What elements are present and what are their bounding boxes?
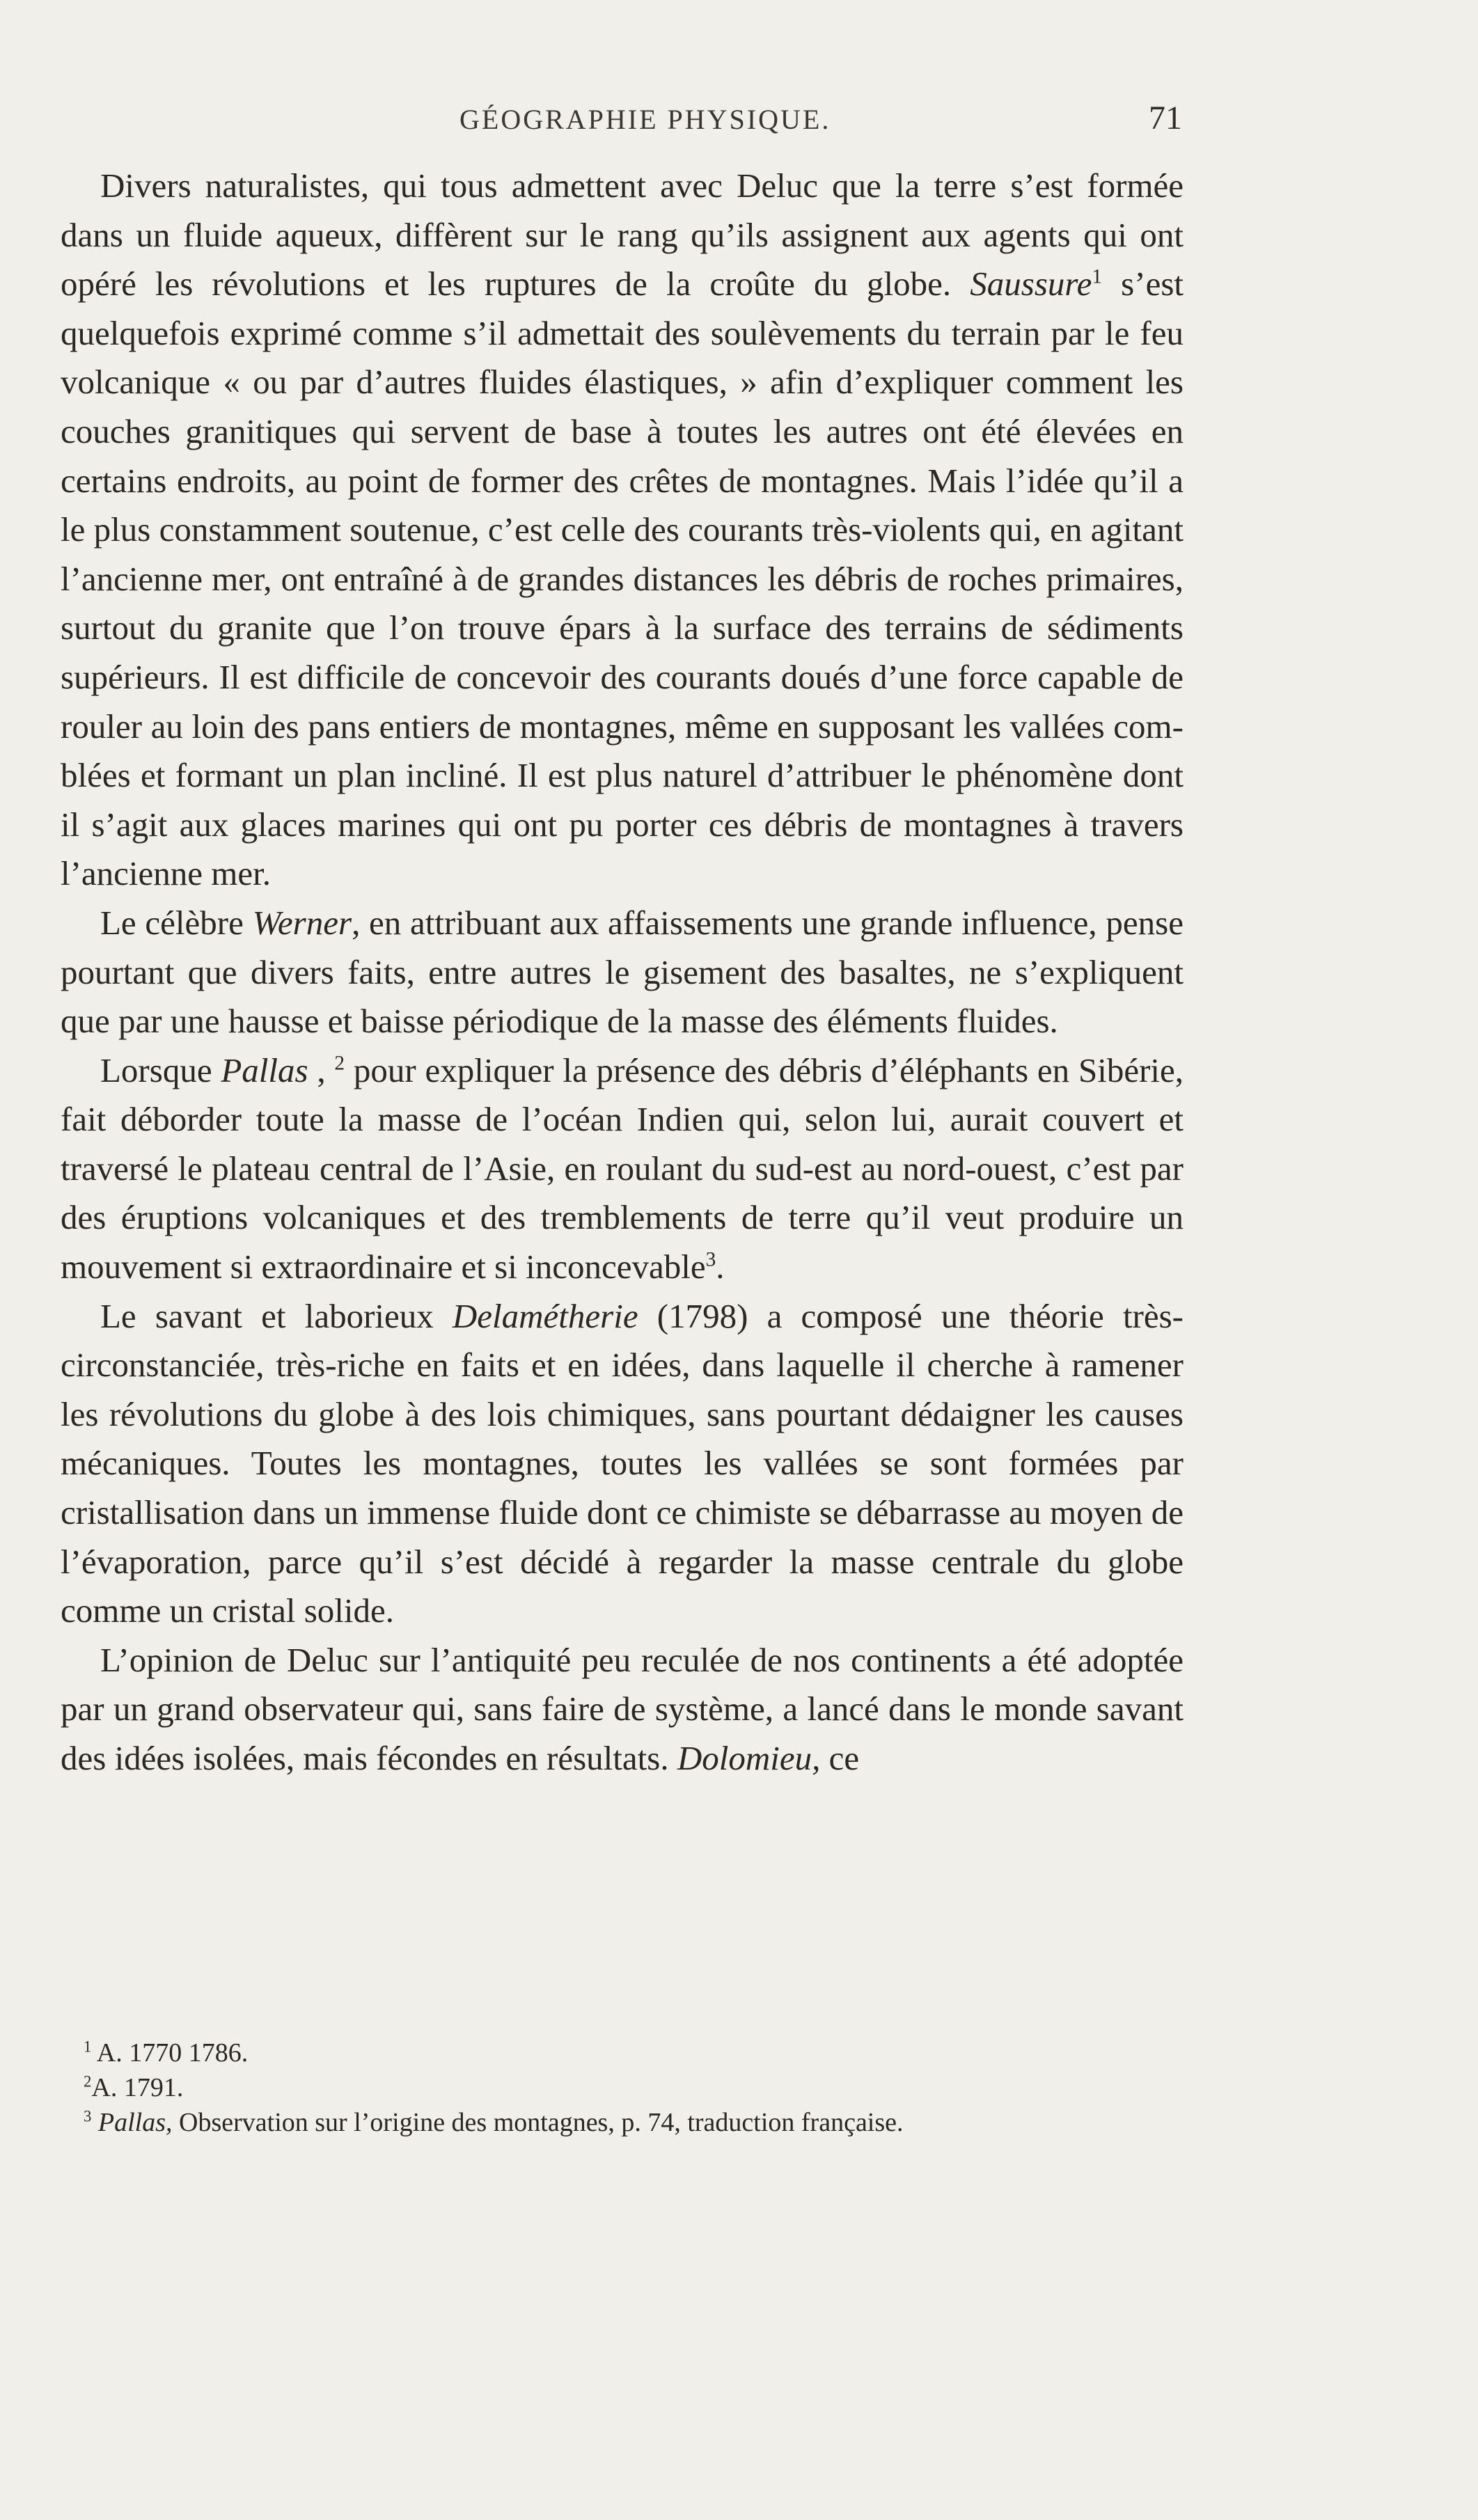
footnote-reference: 1 <box>1092 265 1103 288</box>
italic-name: Pallas <box>221 1050 308 1089</box>
paragraph <box>61 1636 1184 1783</box>
footnote <box>84 2035 1184 2070</box>
text-run: Lorsque <box>100 1050 221 1089</box>
text-run: L’opinion de Deluc sur l’antiquité peu reculée de nos continents a été adoptée par un grand observateur qui, sans faire de système, a lancé dans le monde savant des idées isolées, mais fécondes en résultats. <box>61 1640 1184 1777</box>
paragraph <box>61 1046 1184 1292</box>
paragraph <box>61 1292 1184 1636</box>
running-head-title: GÉOGRAPHIE PHYSIQUE. <box>459 104 831 135</box>
page-number: 71 <box>1149 100 1182 136</box>
text-run: A. 1791. <box>91 2073 184 2102</box>
text-run: ce <box>820 1739 860 1777</box>
italic-name: Pallas, <box>97 2108 173 2137</box>
footnote-reference: 2 <box>334 1052 345 1075</box>
footnote-reference: 3 <box>705 1248 716 1271</box>
text-run: Observation sur l’origine des montagnes, p. 74, traduction française. <box>172 2108 904 2137</box>
text-run: Divers naturalistes, qui tous admettent avec Deluc que la terre s’est formée dans un fluide aqueux, diffèrent sur le rang qu’ils assignent aux agents qui ont opéré les révolutions et les ruptures de la croûte du globe. <box>61 166 1184 304</box>
footnote-reference: 1 <box>84 2038 92 2056</box>
text-run <box>91 2108 98 2137</box>
italic-name: Saussure <box>970 265 1092 304</box>
italic-name: Dolomieu, <box>677 1739 821 1777</box>
text-run: s’est quelquefois exprimé comme s’il admettait des soulèvements du terrain par le feu volcanique « ou par d’autres fluides élastiques, » afin d’expliquer comment les couches granitiques qui servent de base à toutes les autres ont été élevées en certains endroits, au point de former des crêtes de montagnes. Mais l’idée qu’il a le plus constamment soutenue, c’est celle des courants très-violents qui, en agitant l’ancienne mer, ont entraîné à de grandes distances les débris de roches primaires, surtout du granite que l’on trouve épars à la surface des terrains de sédiments supérieurs. Il est difficile de concevoir des courants doués d’une force capable de rouler au loin des pans entiers de montagnes, même en supposant les vallées comblées et formant un plan incliné. Il est plus naturel d’attribuer le phénomène dont il s’agit aux glaces marines qui ont pu porter ces débris de montagnes à travers l’ancienne mer. <box>61 265 1184 893</box>
paragraph <box>61 899 1184 1046</box>
text-run: Le célèbre <box>100 903 253 942</box>
paragraph <box>61 162 1184 899</box>
text-run: , en attribuant aux affaissements une grande influence, pense pourtant que divers faits, entre autres le gisement des basaltes, ne s’expliquent que par une hausse et baisse périodique de la masse des éléments fluides. <box>61 903 1184 1041</box>
footnote <box>84 2070 1184 2105</box>
footnote-reference: 3 <box>84 2107 92 2125</box>
body-text <box>61 162 1184 1783</box>
text-run: Le savant et laborieux <box>100 1296 453 1335</box>
text-run: , <box>308 1050 335 1089</box>
footnote <box>84 2105 1184 2140</box>
text-run: (1798) a composé une théorie très-circonstanciée, très-riche en faits et en idées, dans laquelle il cherche à ramener les révolutions du globe à des lois chimiques, sans pourtant dédaigner les causes mécaniques. Toutes les montagnes, toutes les vallées se sont formées par cristallisation dans un immense fluide dont ce chimiste se débarrasse au moyen de l’évaporation, parce qu’il s’est décidé à regarder la masse centrale du globe comme un cristal solide. <box>61 1296 1184 1630</box>
text-run: . <box>716 1247 725 1286</box>
footnotes <box>84 2035 1184 2140</box>
text-run: A. 1770 1786. <box>91 2038 249 2068</box>
italic-name: Delamétherie <box>452 1296 638 1335</box>
running-head <box>0 100 1478 145</box>
text-run: pour expliquer la présence des débris d’éléphants en Sibérie, fait déborder toute la masse de l’océan Indien qui, selon lui, aurait couvert et traversé le plateau central de l’Asie, en roulant du sud-est au nord-ouest, c’est par des éruptions volcaniques et des tremblements de terre qu’il veut produire un mouvement si extraordinaire et si inconcevable <box>61 1050 1184 1286</box>
footnote-reference: 2 <box>84 2072 92 2090</box>
italic-name: Werner <box>252 903 352 942</box>
